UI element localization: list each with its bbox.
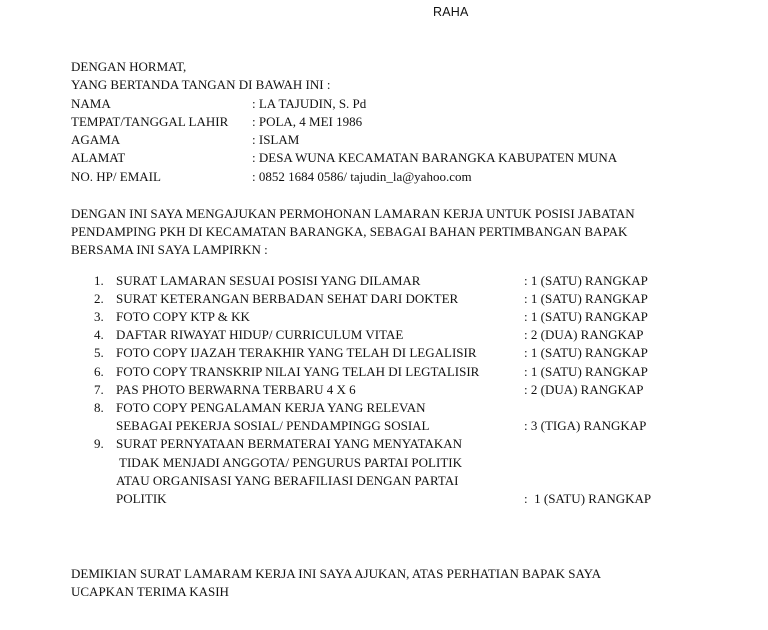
attachment-text: FOTO COPY IJAZAH TERAKHIR YANG TELAH DI LEGALISIR (116, 345, 477, 360)
identity-value: : ISLAM (252, 132, 300, 147)
attachment-text: ATAU ORGANISASI YANG BERAFILIASI DENGAN PARTAI (116, 473, 459, 488)
attachment-text: FOTO COPY TRANSKRIP NILAI YANG TELAH DI LEGTALISIR (116, 364, 480, 379)
identity-label: TEMPAT/TANGGAL LAHIR (71, 114, 229, 129)
attachment-number: 1. (94, 273, 104, 288)
attachment-qty: : 2 (DUA) RANGKAP (524, 327, 644, 342)
identity-label: NO. HP/ EMAIL (71, 169, 161, 184)
attachment-qty: : 1 (SATU) RANGKAP (524, 291, 648, 306)
paragraph-line: DENGAN INI SAYA MENGAJUKAN PERMOHONAN LAMARAN KERJA UNTUK POSISI JABATAN (71, 206, 635, 221)
attachment-text: FOTO COPY KTP & KK (116, 309, 250, 324)
attachment-number: 2. (94, 291, 104, 306)
identity-row-address (71, 150, 617, 166)
salutation: DENGAN HORMAT, (71, 59, 187, 74)
attachment-number: 3. (94, 309, 104, 324)
paragraph-line: PENDAMPING PKH DI KECAMATAN BARANGKA, SEBAGAI BAHAN PERTIMBANGAN BAPAK (71, 224, 628, 239)
attachment-text: SEBAGAI PEKERJA SOSIAL/ PENDAMPINGG SOSIAL (116, 418, 430, 433)
attachment-text: DAFTAR RIWAYAT HIDUP/ CURRICULUM VITAE (116, 327, 404, 342)
application-paragraph (71, 205, 711, 259)
attachment-qty: : 1 (SATU) RANGKAP (524, 273, 648, 288)
intro-line: YANG BERTANDA TANGAN DI BAWAH INI : (71, 77, 331, 92)
attachment-qty: : 1 (SATU) RANGKAP (524, 345, 648, 360)
identity-value: : LA TAJUDIN, S. Pd (252, 96, 367, 111)
paragraph-line: BERSAMA INI SAYA LAMPIRKN : (71, 242, 268, 257)
attachment-qty: : 1 (SATU) RANGKAP (524, 364, 648, 379)
attachment-number: 9. (94, 436, 104, 451)
attachment-text: FOTO COPY PENGALAMAN KERJA YANG RELEVAN (116, 400, 426, 415)
closing-paragraph (71, 565, 711, 601)
attachment-number: 8. (94, 400, 104, 415)
identity-row-name (71, 96, 366, 112)
attachment-number: 7. (94, 382, 104, 397)
attachment-qty: : 2 (DUA) RANGKAP (524, 382, 644, 397)
attachment-text: POLITIK (116, 491, 167, 506)
paragraph-line: DEMIKIAN SURAT LAMARAM KERJA INI SAYA AJUKAN, ATAS PERHATIAN BAPAK SAYA (71, 566, 602, 581)
identity-row-religion (71, 132, 299, 148)
attachment-number: 6. (94, 364, 104, 379)
identity-label: AGAMA (71, 132, 121, 147)
attachment-text: PAS PHOTO BERWARNA TERBARU 4 X 6 (116, 382, 356, 397)
identity-label: NAMA (71, 96, 111, 111)
identity-value: : DESA WUNA KECAMATAN BARANGKA KABUPATEN MUNA (252, 150, 618, 165)
attachment-qty: : 3 (TIGA) RANGKAP (524, 418, 647, 433)
identity-label: ALAMAT (71, 150, 126, 165)
letter-city: RAHA (433, 5, 469, 19)
identity-row-birth (71, 114, 362, 130)
paragraph-line: UCAPKAN TERIMA KASIH (71, 584, 229, 599)
attachment-text: SURAT LAMARAN SESUAI POSISI YANG DILAMAR (116, 273, 421, 288)
identity-row-contact (71, 169, 472, 185)
identity-value: : POLA, 4 MEI 1986 (252, 114, 363, 129)
attachment-number: 5. (94, 345, 104, 360)
attachment-text: TIDAK MENJADI ANGGOTA/ PENGURUS PARTAI POLITIK (116, 455, 462, 470)
attachment-text: SURAT KETERANGAN BERBADAN SEHAT DARI DOKTER (116, 291, 459, 306)
identity-value: : 0852 1684 0586/ tajudin_la@yahoo.com (252, 169, 472, 184)
attachment-number: 4. (94, 327, 104, 342)
attachment-qty: : 1 (SATU) RANGKAP (524, 309, 648, 324)
attachment-text: SURAT PERNYATAAN BERMATERAI YANG MENYATAKAN (116, 436, 463, 451)
attachment-qty: : 1 (SATU) RANGKAP (524, 491, 652, 506)
